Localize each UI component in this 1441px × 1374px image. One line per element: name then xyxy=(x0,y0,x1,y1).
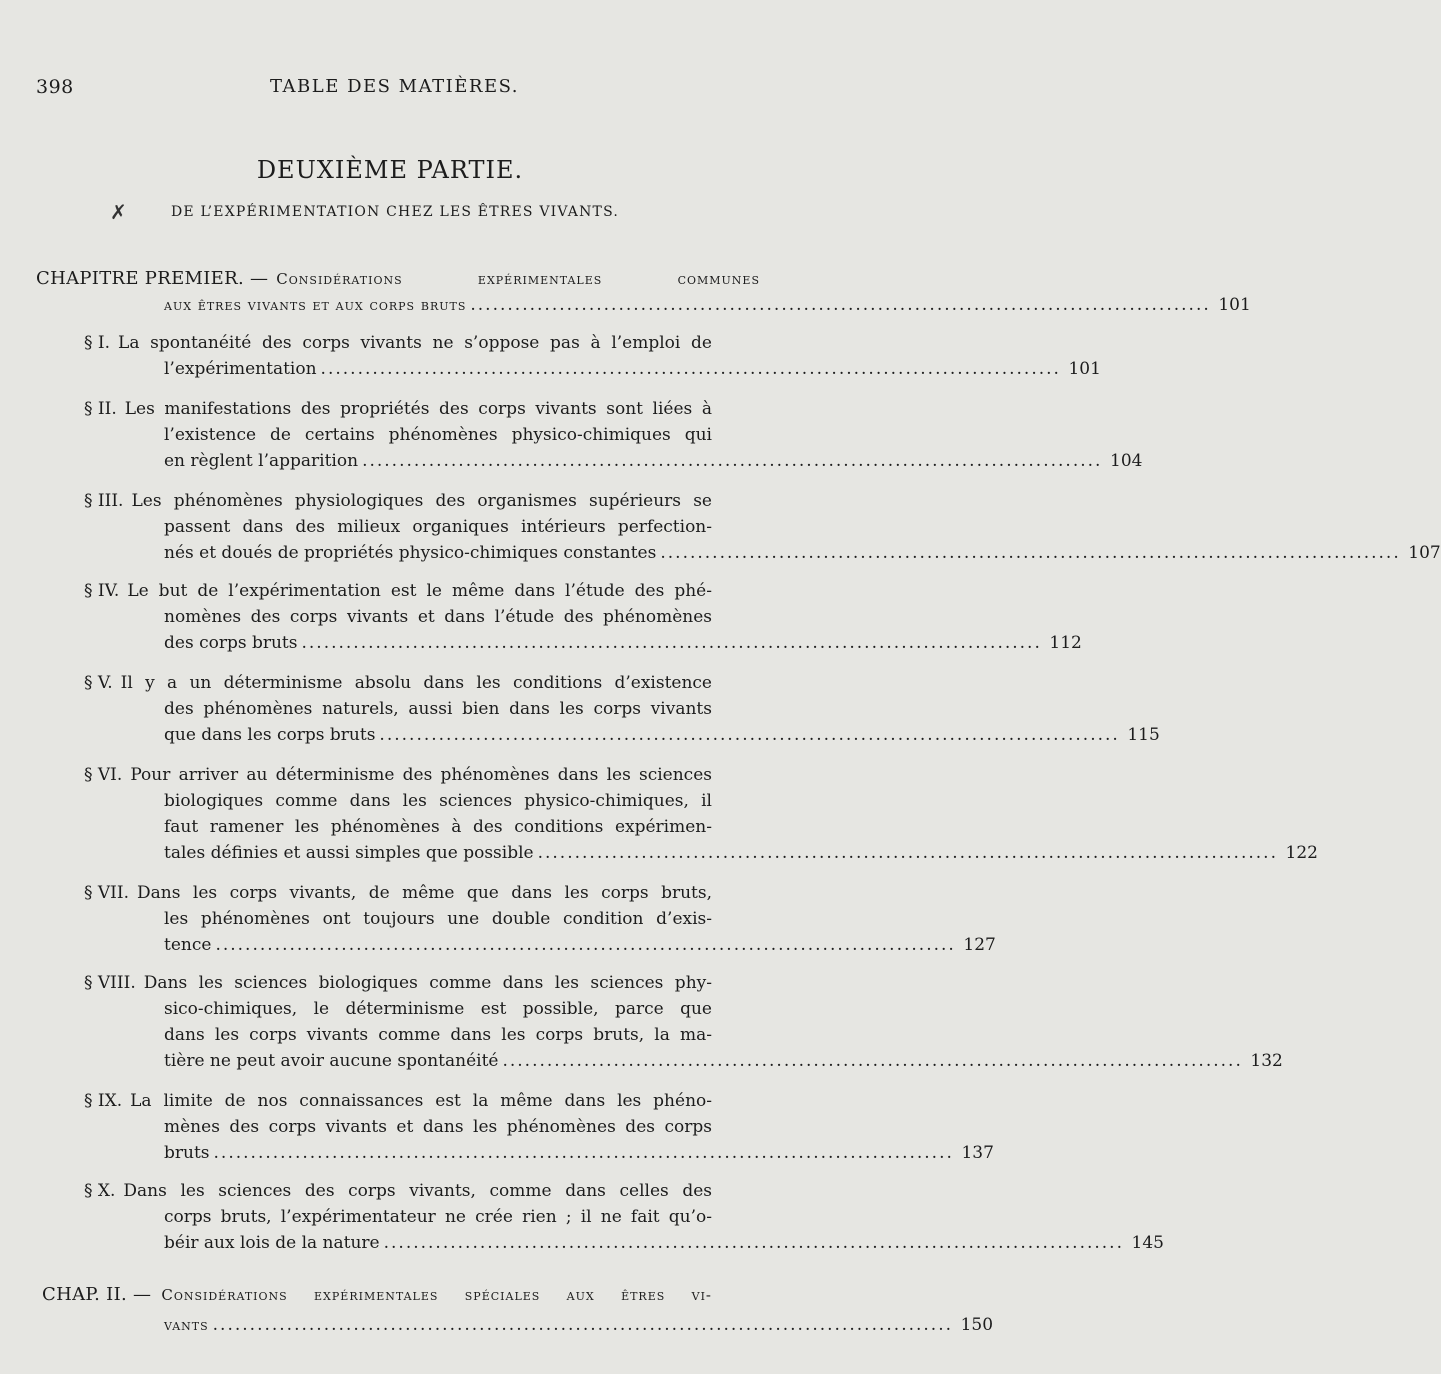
section-text-line: béir aux lois de la nature xyxy=(164,1233,380,1253)
part-title: DEUXIÈME PARTIE. xyxy=(256,156,524,184)
toc-section-entry[interactable] xyxy=(84,578,1082,656)
section-number: § VI. xyxy=(84,765,123,785)
toc-section-entry[interactable] xyxy=(84,1088,994,1166)
section-text-line: Dans les sciences biologiques comme dans les sciences phy- xyxy=(143,973,712,993)
section-text-line: l’existence de certains phénomènes physico-chimiques qui xyxy=(164,425,712,445)
toc-section-entry[interactable] xyxy=(84,488,1441,566)
section-text-line: l’expérimentation xyxy=(164,359,317,379)
section-text-line: des phénomènes naturels, aussi bien dans les corps vivants xyxy=(164,699,712,719)
section-text-line: passent dans des milieux organiques intérieurs perfection- xyxy=(164,517,712,537)
section-page-number: 112 xyxy=(1049,633,1082,653)
leader-dots: .................................................................................................... xyxy=(212,1315,954,1335)
section-text-line: faut ramener les phénomènes à des conditions expérimen- xyxy=(164,817,712,837)
leader-dots: .................................................................................................... xyxy=(660,543,1401,563)
leader-dots: .................................................................................................... xyxy=(301,633,1042,653)
section-text-line: dans les corps vivants comme dans les corps bruts, la ma- xyxy=(164,1025,712,1045)
chapter-1-title-line2: aux êtres vivants et aux corps bruts xyxy=(164,296,467,314)
section-page-number: 145 xyxy=(1131,1233,1164,1253)
section-text-line: tence xyxy=(164,935,212,955)
section-text-line: sico-chimiques, le déterminisme est possible, parce que xyxy=(164,999,712,1019)
toc-section-entry[interactable] xyxy=(84,880,996,958)
section-text-line: biologiques comme dans les sciences physico-chimiques, il xyxy=(164,791,712,811)
section-number: § VII. xyxy=(84,883,130,903)
section-page-number: 115 xyxy=(1127,725,1160,745)
section-page-number: 122 xyxy=(1285,843,1318,863)
chapter-2-title-line2: vants xyxy=(164,1316,209,1334)
section-page-number: 137 xyxy=(961,1143,994,1163)
chapter-1-entry[interactable] xyxy=(36,266,1251,318)
section-page-number: 107 xyxy=(1408,543,1441,563)
section-text-line: tales définies et aussi simples que possible xyxy=(164,843,534,863)
toc-section-entry[interactable] xyxy=(84,970,1283,1074)
toc-section-entry[interactable] xyxy=(84,396,1143,474)
section-number: § II. xyxy=(84,399,117,419)
section-number: § IV. xyxy=(84,581,120,601)
section-text-line: Les manifestations des propriétés des corps vivants sont liées à xyxy=(124,399,712,419)
toc-section-entry[interactable] xyxy=(84,1178,1164,1256)
leader-dots: .................................................................................................... xyxy=(502,1051,1243,1071)
chapter-2-label: CHAP. II. — xyxy=(42,1284,152,1305)
section-text-line: mènes des corps vivants et dans les phénomènes des corps xyxy=(164,1117,712,1137)
page-number: 398 xyxy=(36,76,74,98)
chapter-2-page: 150 xyxy=(960,1315,994,1335)
ink-mark-icon: ✗ xyxy=(110,200,127,224)
section-number: § V. xyxy=(84,673,113,693)
section-text-line: Dans les corps vivants, de même que dans les corps bruts, xyxy=(137,883,712,903)
section-text-line: Dans les sciences des corps vivants, comme dans celles des xyxy=(123,1181,712,1201)
leader-dots: .................................................................................................... xyxy=(470,295,1211,315)
section-text-line: les phénomènes ont toujours une double condition d’exis- xyxy=(164,909,712,929)
section-page-number: 104 xyxy=(1110,451,1143,471)
section-text-line: tière ne peut avoir aucune spontanéité xyxy=(164,1051,499,1071)
section-text-line: La spontanéité des corps vivants ne s’oppose pas à l’emploi de xyxy=(118,333,712,353)
section-number: § X. xyxy=(84,1181,116,1201)
toc-section-entry[interactable] xyxy=(84,762,1318,866)
part-subtitle: DE L’EXPÉRIMENTATION CHEZ LES ÊTRES VIVANTS. xyxy=(170,204,620,220)
leader-dots: .................................................................................................... xyxy=(362,451,1103,471)
section-text-line: des corps bruts xyxy=(164,633,298,653)
chapter-1-label: CHAPITRE PREMIER. — xyxy=(36,268,269,289)
section-text-line: Les phénomènes physiologiques des organismes supérieurs se xyxy=(131,491,712,511)
section-text-line: Pour arriver au déterminisme des phénomènes dans les sciences xyxy=(130,765,712,785)
section-number: § III. xyxy=(84,491,124,511)
section-text-line: nomènes des corps vivants et dans l’étude des phénomènes xyxy=(164,607,712,627)
section-text-line: bruts xyxy=(164,1143,210,1163)
section-text-line: nés et doués de propriétés physico-chimiques constantes xyxy=(164,543,657,563)
section-page-number: 132 xyxy=(1250,1051,1283,1071)
leader-dots: .................................................................................................... xyxy=(537,843,1278,863)
section-text-line: en règlent l’apparition xyxy=(164,451,359,471)
leader-dots: .................................................................................................... xyxy=(383,1233,1124,1253)
chapter-2-entry[interactable] xyxy=(42,1282,994,1338)
section-text-line: que dans les corps bruts xyxy=(164,725,376,745)
leader-dots: .................................................................................................... xyxy=(320,359,1061,379)
section-text-line: corps bruts, l’expérimentateur ne crée rien ; il ne fait qu’o- xyxy=(164,1207,712,1227)
section-text-line: La limite de nos connaissances est la même dans les phéno- xyxy=(130,1091,712,1111)
toc-section-entry[interactable] xyxy=(84,330,1101,382)
section-number: § VIII. xyxy=(84,973,136,993)
toc-section-entry[interactable] xyxy=(84,670,1160,748)
section-text-line: Il y a un déterminisme absolu dans les conditions d’existence xyxy=(120,673,712,693)
chapter-1-page: 101 xyxy=(1218,295,1251,315)
chapter-2-title-line1: Considérations expérimentales spéciales aux êtres vi- xyxy=(161,1286,712,1304)
running-title: TABLE DES MATIÈRES. xyxy=(270,76,519,97)
leader-dots: .................................................................................................... xyxy=(215,935,956,955)
section-number: § IX. xyxy=(84,1091,123,1111)
chapter-1-title-line1: Considérations expérimentales communes xyxy=(276,270,760,288)
leader-dots: .................................................................................................... xyxy=(379,725,1120,745)
leader-dots: .................................................................................................... xyxy=(213,1143,954,1163)
section-page-number: 101 xyxy=(1068,359,1101,379)
section-number: § I. xyxy=(84,333,111,353)
section-page-number: 127 xyxy=(963,935,996,955)
section-text-line: Le but de l’expérimentation est le même dans l’étude des phé- xyxy=(127,581,712,601)
